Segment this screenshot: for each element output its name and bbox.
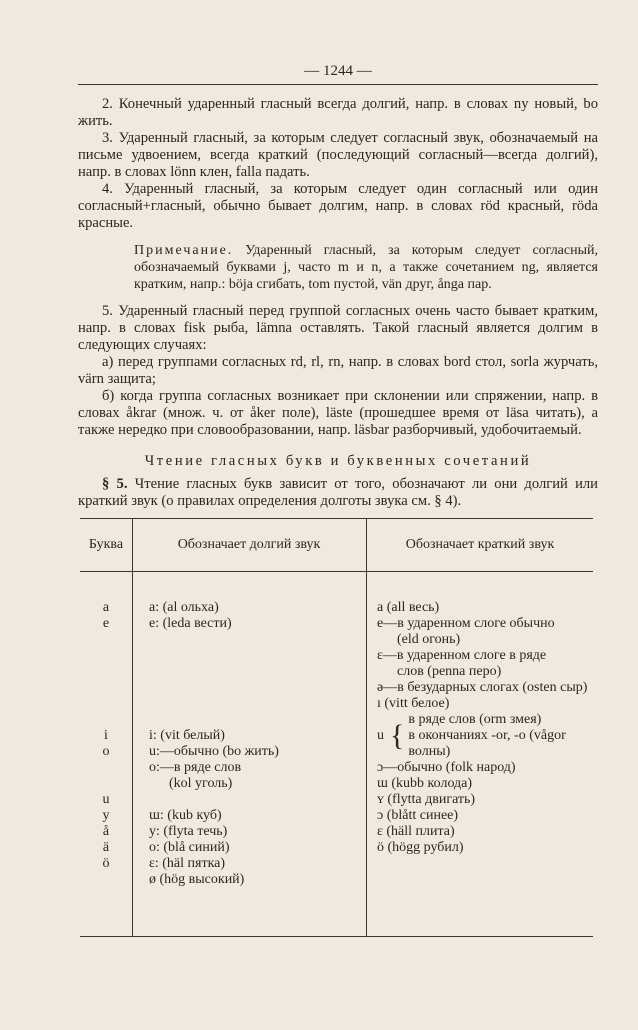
letter: a bbox=[102, 600, 110, 615]
long-value: ɛ: (häl пятка) bbox=[149, 856, 226, 871]
short-value: a (all весь) bbox=[377, 600, 440, 615]
letter: y bbox=[102, 808, 110, 823]
short-value: ʏ (flytta двигать) bbox=[377, 792, 476, 807]
short-value: в окончаниях -or, -o (vågor волны) bbox=[408, 728, 566, 759]
paragraph-2: 2. Конечный ударенный гласный всегда долгий, напр. в словах ny новый, bo жить. bbox=[78, 96, 598, 129]
paragraph-3: 3. Ударенный гласный, за которым следует согласный звук, обозначаемый на письме удвоением, всегда краткий (последующий согласный—всегда долгий), напр. в словах lönn клен, falla падать. bbox=[78, 130, 598, 180]
long-value: u:—обычно (bo жить) bbox=[149, 744, 279, 759]
page-body bbox=[78, 96, 598, 937]
short-value: ɛ—в ударенном слоге в ряде bbox=[377, 648, 547, 663]
long-value: ɯ: (kub куб) bbox=[149, 808, 222, 823]
paragraph-s5 bbox=[78, 476, 598, 510]
long-value: ø (hög высокий) bbox=[149, 872, 245, 887]
long-value: e: (leda вести) bbox=[149, 616, 232, 631]
note-label: Примечание. bbox=[134, 243, 234, 258]
paragraph-5: 5. Ударенный гласный перед группой согласных очень часто бывает кратким, напр. в словах fisk рыба, lämna оставлять. Такой гласный является долгим в следующих случаях: bbox=[78, 303, 598, 353]
long-value: y: (flyta течь) bbox=[149, 824, 228, 839]
short-value: ɯ (kubb колода) bbox=[377, 776, 473, 791]
section-text: Чтение гласных букв зависит от того, обозначают ли они долгий или краткий звук (о правилах определения долготы звука см. § 4). bbox=[78, 476, 598, 509]
long-column bbox=[133, 572, 367, 937]
col-header-letter: Буква bbox=[80, 519, 133, 572]
note bbox=[134, 242, 598, 293]
header-rule bbox=[78, 84, 598, 85]
short-value: ı (vitt белое) bbox=[377, 696, 450, 711]
short-value: слов (penna перо) bbox=[397, 664, 502, 679]
long-value: o:—в ряде слов bbox=[149, 760, 242, 775]
long-value: i: (vit белый) bbox=[149, 728, 225, 743]
brace-icon: { bbox=[390, 719, 405, 752]
short-column bbox=[367, 572, 594, 937]
section-number: § 5. bbox=[102, 476, 128, 492]
paragraph-5b: б) когда группа согласных возникает при склонении или спряжении, напр. в словах åkrar (множ. ч. от åker поле), läste (прошедшее время от läsa читать), а также нередко при словообразовании, напр. läsbar разборчивый, удобочитаемый. bbox=[78, 388, 598, 438]
short-value: (eld огонь) bbox=[397, 632, 461, 647]
col-header-short: Обозначает краткий звук bbox=[367, 519, 594, 572]
short-value: ɔ (blått синее) bbox=[377, 808, 459, 823]
long-value: a: (al ольха) bbox=[149, 600, 219, 615]
letter: o bbox=[102, 744, 110, 759]
page-number: — 1244 — bbox=[304, 63, 372, 79]
letter: ä bbox=[102, 840, 110, 855]
section-heading: Чтение гласных букв и буквенных сочетаний bbox=[144, 453, 532, 469]
letter: ö bbox=[102, 856, 110, 871]
short-value: ɛ (häll плита) bbox=[377, 824, 455, 839]
long-value: o: (blå синий) bbox=[149, 840, 230, 855]
short-o-group bbox=[377, 712, 592, 760]
short-value: ə—в безударных слогах (osten сыр) bbox=[377, 680, 588, 695]
note-text: Ударенный гласный, за которым следует согласный, обозначаемый буквами j, часто m и n, а также сочетанием ng, является кратким, напр.: böja сгибать, tom пустой, vän друг, ånga пар. bbox=[134, 243, 598, 292]
letter: e bbox=[102, 616, 110, 631]
short-value: e—в ударенном слоге обычно bbox=[377, 616, 555, 631]
letters-column bbox=[80, 572, 133, 937]
letter: å bbox=[102, 824, 110, 839]
short-value: в ряде слов (orm змея) bbox=[408, 712, 542, 727]
letter: u bbox=[102, 792, 110, 807]
paragraph-5a: а) перед группами согласных rd, rl, rn, напр. в словах bord стол, sorla журчать, värn защита; bbox=[78, 354, 598, 387]
col-header-long: Обозначает долгий звук bbox=[133, 519, 367, 572]
short-value: ö (högg рубил) bbox=[377, 840, 464, 855]
short-o-symbol: u bbox=[377, 728, 384, 743]
letter: i bbox=[104, 728, 108, 743]
long-value: (kol уголь) bbox=[169, 776, 233, 791]
paragraph-4: 4. Ударенный гласный, за которым следует один согласный или один согласный+гласный, обычно бывает долгим, напр. в словах röd красный, röda красные. bbox=[78, 181, 598, 231]
short-value: ɔ—обычно (folk народ) bbox=[377, 760, 516, 775]
vowel-table bbox=[80, 518, 593, 937]
